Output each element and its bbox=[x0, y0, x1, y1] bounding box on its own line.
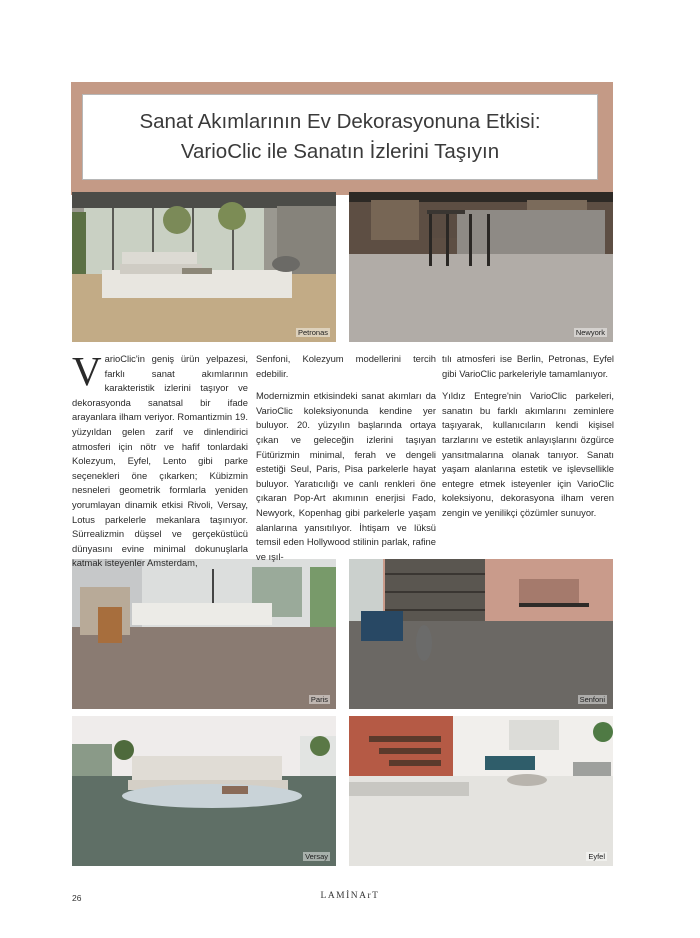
caption-eyfel: Eyfel bbox=[588, 852, 605, 861]
magazine-logo: LAMİNArT bbox=[320, 891, 380, 901]
title-box bbox=[82, 94, 598, 180]
paragraph-col2-1: Senfoni, Kolezyum modellerini tercih edebilir. bbox=[256, 353, 436, 379]
photo-versay bbox=[72, 716, 336, 866]
title-line-1: Sanat Akımlarının Ev Dekorasyonuna Etkisi: bbox=[139, 110, 541, 133]
caption-paris: Paris bbox=[310, 695, 328, 704]
title-line-2: VarioClic ile Sanatın İzlerini Taşıyın bbox=[180, 140, 500, 163]
paragraph-col3-2: Yıldız Entegre'nin VarioClic parkeleri, sanatın bu farklı akımlarını zeminlere taşıyarak, kullanıcıların kendi kişisel tarzlarını ve estetik anlayışlarını özgürce yansıtmalarına olanak tanıyor. Sanatı yaşam alanlarına estetik ve işlevsellikle entegre etmek isteyenler için VarioClic koleksiyonu, dekorasyona ilham veren zengin ve yenilikçi çözümler sunuyor. bbox=[442, 390, 614, 518]
photo-senfoni bbox=[349, 559, 613, 709]
page-number: 26 bbox=[72, 893, 82, 903]
caption-versay: Versay bbox=[305, 852, 328, 861]
paragraph-col2-2: Modernizmin etkisindeki sanat akımları da VarioClic koleksiyonunda kendine yer buluyor. 20. yüzyılın başlarında ortaya çıkan ve geleceğin izlerini taşıyan Fütürizmin minimal, ferah ve dengeli estetiği Seul, Paris, Pisa parkelerle hayat buluyor. Yaratıcılığı ve canlı renkleri öne çıkaran Pop-Art akımının enerjisi Fado, Newyork, Kopenhag gibi parkelerle yaşam alanlarına yansıtılıyor. İhtişam ve lüksü temsil eden Hollywood stilinin parlak, rafine ve ışıl- bbox=[256, 390, 436, 562]
paragraph-col3-1: tılı atmosferi ise Berlin, Petronas, Eyfel gibi VarioClic parkeleriyle tamamlanıyor. bbox=[442, 353, 614, 379]
caption-petronas: Petronas bbox=[297, 328, 328, 337]
photo-paris bbox=[72, 559, 336, 709]
paragraph-text: arioClic'in geniş ürün yelpazesi, farklı sanat akımlarının karakteristik izlerini taşıyor ve dekorasyonda sanatsal bir ifade arayanlara ilham veriyor. Romantizmin 19. yüzyıldan gelen zarif ve dinlendirici atmosferi için nötr ve hafif tonlardaki Kolezyum, Eyfel, Lento gibi parke seçenekleri öne çıkarken; Kübizmin nesneleri geometrik formlarla yeniden yorumlayan dinamik etkisi Rivoli, Versay, Lotus parkelerle mekanlara taşınıyor. Sürrealizmin düşsel ve gerçeküstücü dünyasını evine minimal dokunuşlarla katmak isteyenler Amsterdam, bbox=[72, 353, 248, 569]
photo-newyork bbox=[349, 192, 613, 342]
article-column-2 bbox=[256, 352, 436, 572]
article-column-3 bbox=[442, 352, 614, 529]
photo-petronas bbox=[72, 192, 336, 342]
caption-newyork: Newyork bbox=[575, 328, 605, 337]
paragraph-col1-1 bbox=[72, 348, 248, 571]
photo-eyfel bbox=[349, 716, 613, 866]
article-column-1 bbox=[72, 348, 248, 579]
caption-senfoni: Senfoni bbox=[579, 695, 605, 704]
dropcap: V bbox=[72, 348, 102, 394]
